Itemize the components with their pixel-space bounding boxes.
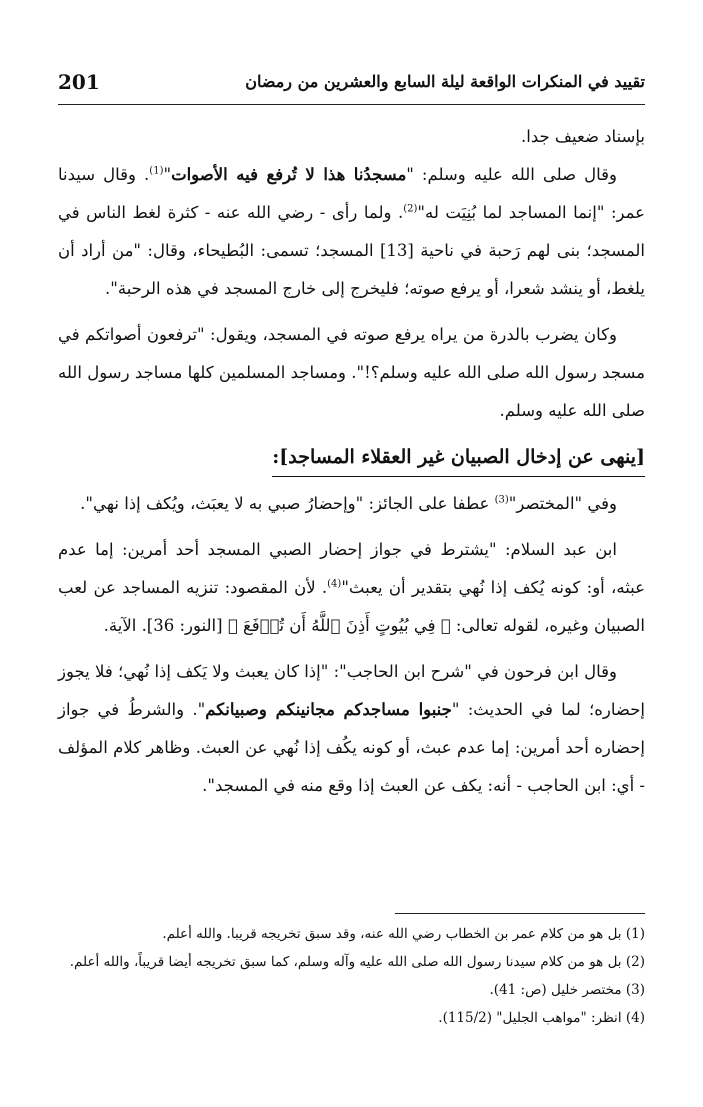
footnote: (2) بل هو من كلام سيدنا رسول الله صلى الله عليه وآله وسلم، كما سبق تخريجه أيضا قريباً، والله أعلم.	[69, 954, 645, 970]
paragraph-text: بإسناد ضعيف جدا.	[520, 127, 645, 146]
text-run: . وقال سيدنا عمر: "إنما المساجد لما بُنِيَت له"	[58, 165, 646, 222]
footnotes	[58, 920, 645, 1032]
paragraph	[58, 531, 645, 645]
text-run: ". والشرطُ في جواز إحضاره أحد أمرين: إما عدم عبث، أو كونه يكُف إذا نُهي عن العبث. وظاهر كلام المؤلف - أي: ابن الحاجب - أنه: يكف عن العبث إذا وقع منه في المسجد".	[58, 700, 645, 795]
paragraph	[58, 653, 645, 805]
footnote-ref: (1)	[149, 165, 164, 177]
page-number: 201	[58, 70, 100, 94]
text-run: وقال صلى الله عليه وسلم: "	[406, 165, 617, 184]
footnote-ref: (2)	[403, 203, 418, 215]
main-text	[58, 118, 645, 813]
paragraph	[58, 316, 645, 430]
footnote-divider	[395, 913, 645, 914]
hadith-quote: مسجدُنا هذا لا تُرفع فيه الأصوات	[171, 165, 407, 184]
section-heading: [ينهى عن إدخال الصبيان غير العقلاء المساجد]:	[272, 440, 645, 477]
hadith-quote: جنبوا مساجدكم مجانينكم وصبيانكم	[205, 700, 452, 719]
paragraph-text: وكان يضرب بالدرة من يراه يرفع صوته في المسجد، ويقول: "ترفعون أصواتكم في مسجد رسول الله صلى الله عليه وسلم؟!". ومساجد المسلمين كلها مساجد رسول الله صلى الله عليه وسلم.	[58, 325, 645, 420]
running-title: تقييد في المنكرات الواقعة ليلة السابع والعشرين من رمضان	[245, 72, 645, 91]
footnote: (1) بل هو من كلام عمر بن الخطاب رضي الله عنه، وقد سبق تخريجه قريبا. والله أعلم.	[162, 926, 645, 942]
text-run: . ولما رأى - رضي الله عنه - كثرة لغط الناس في المسجد؛ بنى لهم رَحبة في ناحية [13] المسجد؛ تسمى: البُطيحاء، وقال: "من أراد أن يلغط، أو ينشد شعرا، أو يرفع صوته؛ فليخرج إلى خارج المسجد في هذه الرحبة".	[58, 203, 645, 298]
text-run: عطفا على الجائز: "وإحضارُ صبي به لا يعبَث، ويُكف إذا نهي".	[80, 494, 495, 513]
paragraph	[58, 485, 645, 523]
text-run: وفي "المختصر"	[508, 494, 617, 513]
text-run: . لأن المقصود: تنزيه المساجد عن لعب الصبيان وغيره، لقوله تعالى: ﴿ فِي بُيُوتٍ أَذِنَ ٱللَّهُ أَن تُرۡفَعَ ﴾ [النور: 36]. الآية.	[58, 578, 645, 635]
footnote: (4) انظر: "مواهب الجليل" (115/2).	[438, 1010, 645, 1026]
footnote-ref: (3)	[494, 494, 509, 506]
paragraph	[58, 118, 645, 156]
page-header	[58, 68, 645, 105]
text-run: "	[163, 165, 172, 184]
paragraph	[58, 156, 645, 308]
footnote-ref: (4)	[327, 578, 342, 590]
text-run: ابن عبد السلام: "يشترط في جواز إحضار الصبي المسجد أحد أمرين: إما عدم عبثه، أو: كونه يُكف إذا نُهي بتقدير أن يعبث"	[58, 540, 645, 597]
footnote: (3) مختصر خليل (ص: 41).	[489, 982, 645, 998]
text-run: وقال ابن فرحون في "شرح ابن الحاجب": "إذا كان يعبث ولا يَكف إذا نُهي؛ فلا يجوز إحضاره؛ لما في الحديث: "	[58, 662, 646, 719]
